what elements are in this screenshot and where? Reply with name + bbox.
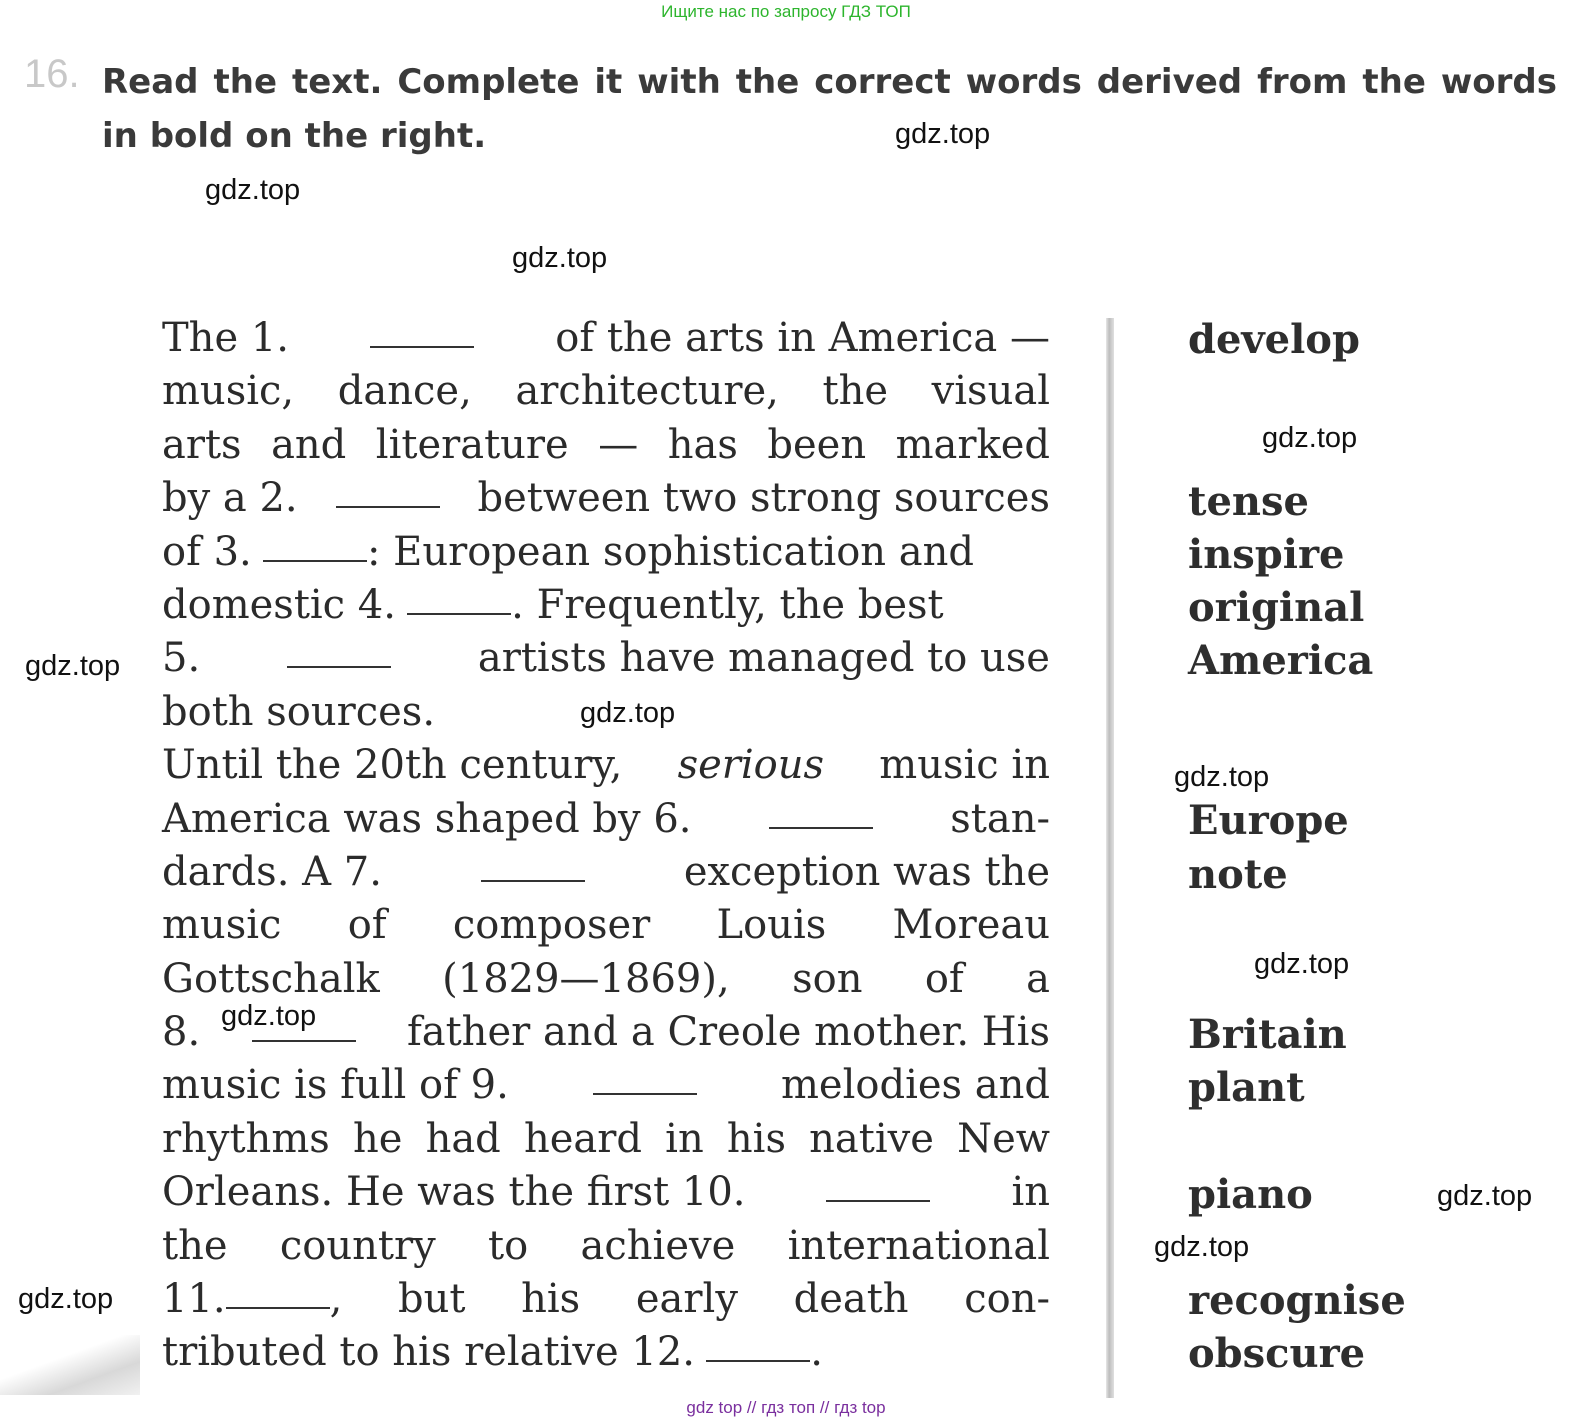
blank-2[interactable] [336,472,440,508]
text-line-16: rhythms he had heard in his native New [162,1115,1050,1162]
watermark: gdz.top [221,1000,317,1032]
text-line-4: by a 2. between two strong sources [162,472,1050,525]
watermark: gdz.top [205,174,301,206]
word-develop: develop [1188,316,1360,363]
watermark: gdz.top [512,242,608,274]
blank-10[interactable] [826,1166,930,1202]
text-line-13: Gottschalk (1829—1869), son of a [162,955,1050,1002]
text-line-15: music is full of 9. melodies and [162,1059,1050,1112]
word-america: America [1188,637,1374,684]
text-line-5: of 3. : European sophistication and [162,526,1050,579]
text-line-1: The 1. of the arts in America — [162,312,1050,365]
watermark: gdz.top [1154,1231,1250,1263]
word-inspire: inspire [1188,531,1345,578]
text-line-14: 8. father and a Creole mother. His [162,1006,1050,1059]
text-line-2: music, dance, architecture, the visual [162,368,1050,415]
watermark: gdz.top [580,697,676,729]
word-original: original [1188,584,1365,631]
text-line-8: both sources. [162,688,436,735]
text-line-11: dards. A 7. exception was the [162,846,1050,899]
blank-9[interactable] [593,1059,697,1095]
blank-11[interactable] [226,1273,330,1309]
blank-12[interactable] [706,1326,810,1362]
blank-7[interactable] [481,846,585,882]
task-number: 16. [24,52,80,96]
watermark: gdz.top [895,118,991,150]
page-shadow [0,1335,140,1395]
blank-5[interactable] [287,632,391,668]
word-britain: Britain [1188,1011,1347,1058]
text-line-7: 5. artists have managed to use [162,632,1050,685]
watermark: gdz.top [18,1283,114,1315]
word-europe: Europe [1188,797,1349,844]
watermark: gdz.top [1254,948,1350,980]
text-line-3: arts and literature — has been marked [162,421,1050,468]
task-instruction [102,55,1557,163]
footer-watermark: gdz top // гдз топ // гдз top [686,1398,886,1417]
word-piano: piano [1188,1171,1313,1218]
text-line-12: music of composer Louis Moreau [162,902,1050,949]
word-recognise: recognise [1188,1277,1406,1324]
text-line-20: tributed to his relative 12. . [162,1326,1050,1379]
word-note: note [1188,851,1288,898]
blank-1[interactable] [370,312,474,348]
text-line-9: Until the 20th century, serious music in [162,742,1050,789]
text-line-19: 11. , but his early death con- [162,1273,1050,1326]
word-tense: tense [1188,478,1309,525]
exercise-text [162,312,1050,1380]
text-line-18: the country to achieve international [162,1222,1050,1269]
watermark: gdz.top [1437,1180,1533,1212]
watermark: gdz.top [1174,761,1270,793]
column-divider [1106,318,1114,1398]
blank-3[interactable] [263,526,367,562]
text-line-17: Orleans. He was the first 10. in [162,1166,1050,1219]
text-line-10: America was shaped by 6. stan- [162,793,1050,846]
watermark: gdz.top [1262,422,1358,454]
blank-4[interactable] [407,579,511,615]
word-obscure: obscure [1188,1330,1366,1377]
task-instruction-line1: Read the text. Complete it with the correct words derived from the words in [102,62,1557,156]
watermark: gdz.top [25,650,121,682]
top-banner: Ищите нас по запросу ГДЗ ТОП [661,2,911,21]
text-line-6: domestic 4. . Frequently, the best [162,579,1050,632]
word-plant: plant [1188,1064,1305,1111]
task-instruction-line2: bold on the right. [149,116,487,156]
blank-6[interactable] [769,793,873,829]
